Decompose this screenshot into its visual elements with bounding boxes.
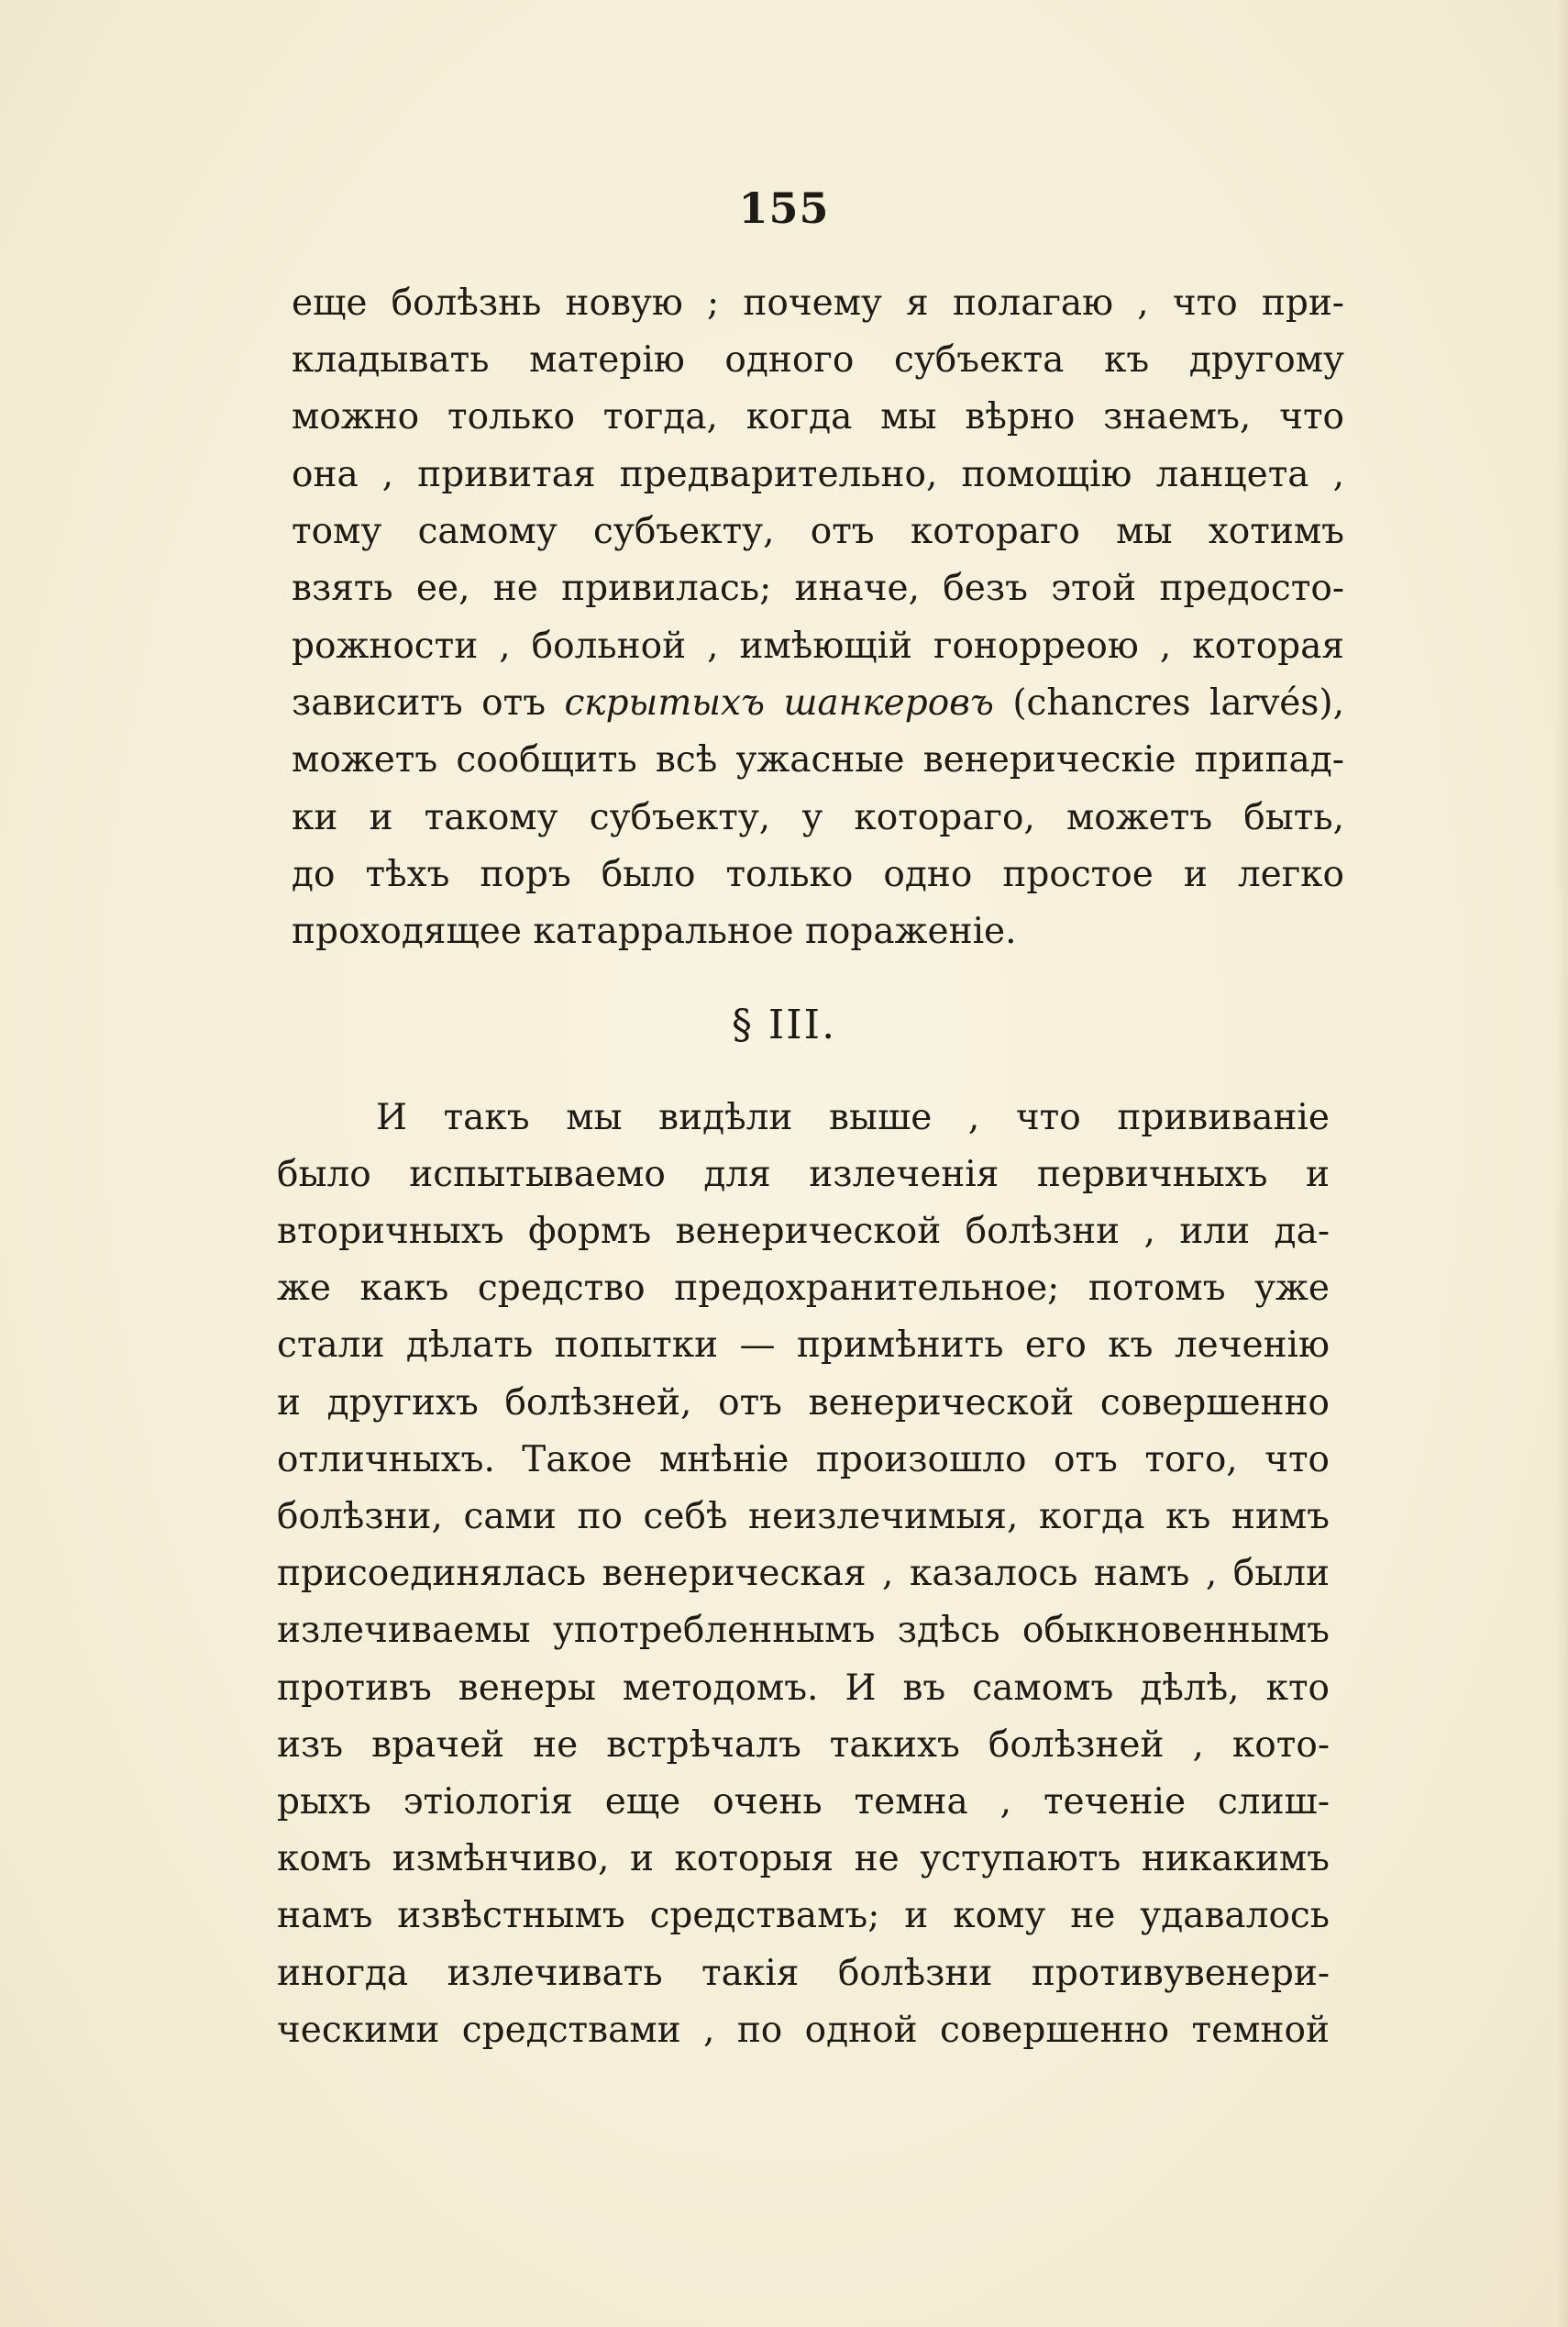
text-line: намъ извѣстнымъ средствамъ; и кому не удавалось: [277, 1895, 1330, 1936]
text-line: и другихъ болѣзней, отъ венерической совершенно: [277, 1382, 1330, 1424]
text-line: излечиваемы употребленнымъ здѣсь обыкновеннымъ: [277, 1610, 1330, 1651]
text-line: еще болѣзнь новую ; почему я полагаю , что при-: [292, 283, 1344, 324]
text-line: вторичныхъ формъ венерической болѣзни , или да-: [277, 1211, 1330, 1252]
text-line: до тѣхъ поръ было только одно простое и легко: [292, 854, 1344, 895]
text-line: стали дѣлать попытки — примѣнить его къ леченію: [277, 1324, 1330, 1366]
text-line: рыхъ этіологія еще очень темна , теченіе слиш-: [277, 1781, 1330, 1823]
text-line: можетъ сообщить всѣ ужасные венерическіе припад-: [292, 739, 1344, 781]
text-line: изъ врачей не встрѣчалъ такихъ болѣзней , кото-: [277, 1724, 1330, 1766]
text-line: ческими средствами , по одной совершенно темной: [277, 2010, 1330, 2051]
text-line: И такъ мы видѣли выше , что прививаніе: [376, 1097, 1330, 1138]
text-line: противъ венеры методомъ. И въ самомъ дѣлѣ, кто: [277, 1668, 1330, 1709]
text-line: присоединялась венерическая , казалось намъ , были: [277, 1553, 1330, 1594]
text-line: проходящее катарральное пораженіе.: [292, 911, 1017, 952]
page-edge-shadow: [1555, 0, 1568, 2327]
text-segment: (chancres larvés),: [993, 682, 1344, 724]
section-heading: § III.: [731, 1002, 837, 1048]
text-line: болѣзни, сами по себѣ неизлечимыя, когда къ нимъ: [277, 1496, 1330, 1537]
text-line: можно только тогда, когда мы вѣрно знаемъ, что: [292, 396, 1344, 438]
text-segment: зависитъ отъ: [292, 682, 565, 724]
text-line: тому самому субъекту, отъ котораго мы хотимъ: [292, 511, 1344, 552]
text-line: комъ измѣнчиво, и которыя не уступаютъ никакимъ: [277, 1838, 1330, 1879]
text-line: же какъ средство предохранительное; потомъ уже: [277, 1268, 1330, 1309]
text-line: было испытываемо для излеченія первичныхъ и: [277, 1154, 1330, 1195]
text-line: она , привитая предварительно, помощію ланцета ,: [292, 454, 1344, 495]
page-number: 155: [738, 183, 830, 233]
text-line: ки и такому субъекту, у котораго, можетъ быть,: [292, 797, 1344, 838]
text-line: отличныхъ. Такое мнѣніе произошло отъ того, что: [277, 1439, 1330, 1480]
text-line: рожности , больной , имѣющій гонорреою , которая: [292, 626, 1344, 667]
text-line: взять ее, не привилась; иначе, безъ этой предосто-: [292, 568, 1344, 609]
text-line: иногда излечивать такія болѣзни противувенери-: [277, 1953, 1330, 1994]
italic-term: скрытыхъ шанкеровъ: [564, 682, 994, 724]
text-line-with-italic: [292, 681, 1344, 726]
text-line: кладывать матерію одного субъекта къ другому: [292, 339, 1344, 381]
